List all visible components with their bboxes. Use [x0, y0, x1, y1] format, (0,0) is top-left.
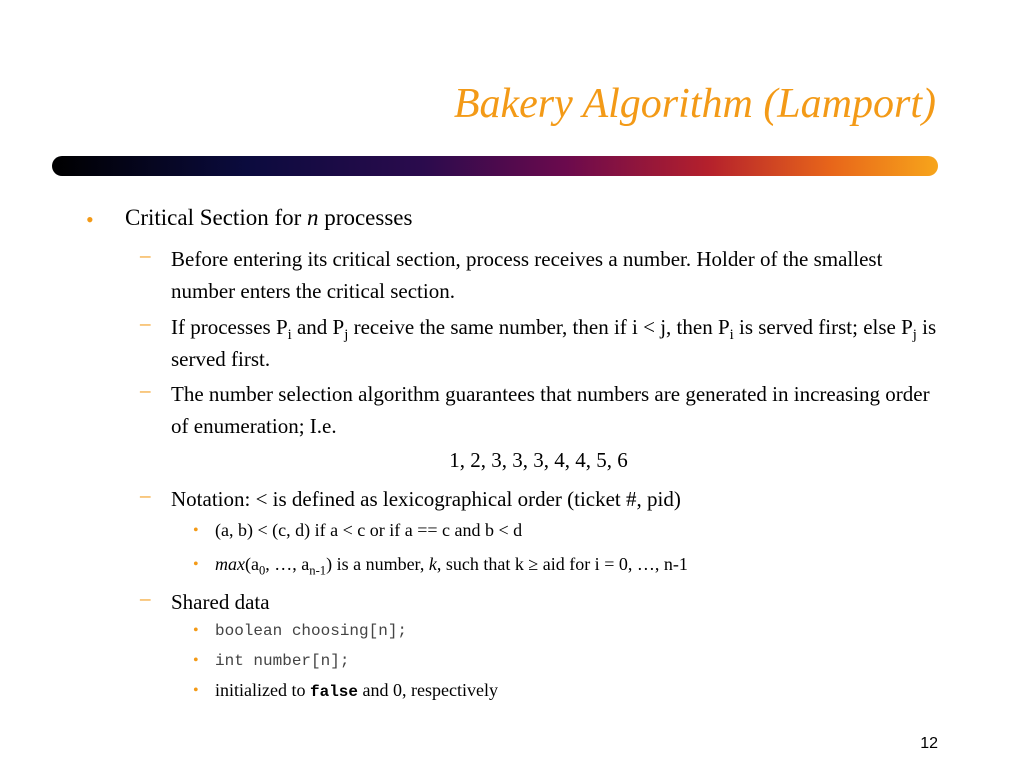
- sub-item-notation: Notation: < is defined as lexicographical order (ticket #, pid): [171, 487, 681, 511]
- dash-marker: –: [140, 483, 151, 507]
- bullet-critical-section: Critical Section for n processes: [125, 205, 413, 230]
- bullet-marker: •: [193, 622, 199, 639]
- sub-item-number-selection: The number selection algorithm guarantees that numbers are generated in increasing order of enumeration; I.e.: [171, 382, 930, 438]
- dash-marker: –: [140, 243, 151, 267]
- bullet-marker: •: [193, 652, 199, 669]
- slide-title: Bakery Algorithm (Lamport): [453, 81, 936, 127]
- sub-item-shared-data: Shared data: [171, 590, 270, 614]
- dash-marker: –: [140, 378, 151, 402]
- sub-sub-item-initialized: initialized to false and 0, respectively: [215, 680, 498, 701]
- dash-marker: –: [140, 311, 151, 335]
- sub-item-same-number: If processes $P_i$ and $P_j$ receive the same number, then if i < j, then $P_i$ is served first; else $P_j$ is served first.: [171, 315, 937, 371]
- code-choosing-array: boolean choosing[n];: [215, 622, 408, 640]
- sub-sub-item-max: $\max(a_0$, …, $a_{n-1}$) is a number, k, such that k ≥ aid for i = 0, …, n-1: [215, 554, 688, 578]
- page-number: 12: [920, 735, 938, 752]
- code-number-array: int number[n];: [215, 652, 350, 670]
- bullet-marker: •: [86, 207, 94, 232]
- bullet-marker: •: [193, 556, 199, 573]
- bullet-marker: •: [193, 522, 199, 539]
- sub-sub-item-lexicographic: (a, b) < (c, d) if a < c or if a == c and b < d: [215, 520, 523, 540]
- sub-item-before-entering: Before entering its critical section, process receives a number. Holder of the smallest number enters the critical section.: [171, 247, 883, 303]
- dash-marker: –: [140, 586, 151, 610]
- bullet-marker: •: [193, 682, 199, 699]
- sequence-example: 1, 2, 3, 3, 3, 4, 4, 5, 6: [449, 448, 628, 472]
